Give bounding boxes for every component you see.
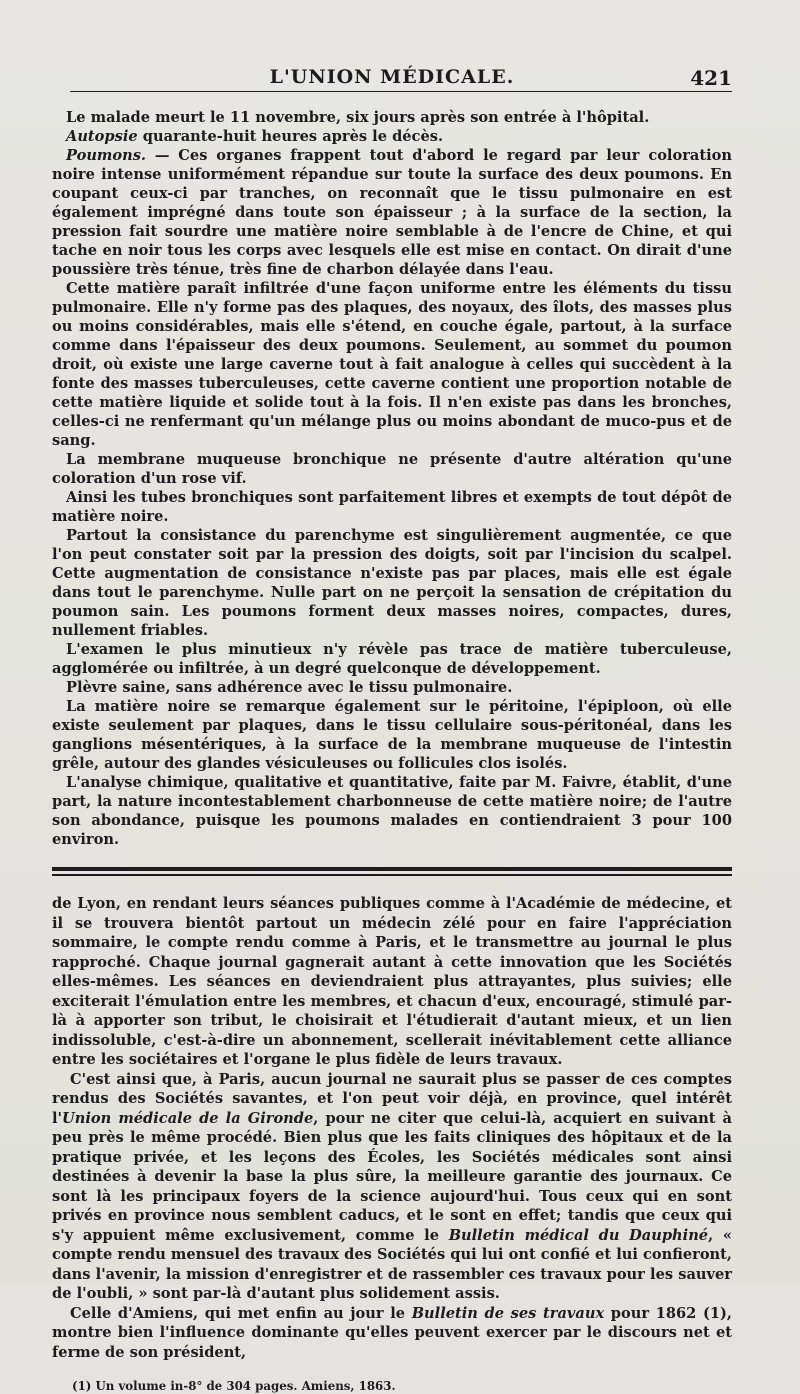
paragraph: Partout la consistance du parenchyme est singulièrement augmentée, ce que l'on peut constater soit par la pression des doigts, soit par l'incision du scalpel. Cette augmentation de consistance n'existe pas par places, mais elle est égale dans tout le parenchyme. Nulle part on ne perçoit la sensation de crépitation du poumon sain. Les poumons forment deux masses noires, compactes, dures, nullement friables. <box>52 527 732 639</box>
footnote-rule <box>52 1374 172 1375</box>
paragraph <box>52 1304 732 1363</box>
paragraph <box>52 146 732 279</box>
paragraph: L'analyse chimique, qualitative et quantitative, faite par M. Faivre, établit, d'une part, la nature incontestablement charbonneuse de cette matière noire; de l'autre son abondance, puisque les poumons malades en contiendraient 3 pour 100 environ. <box>52 774 732 848</box>
paragraph-text: , pour ne citer que celui-là, acquiert en suivant à peu près le même procédé. Bien plus que les faits cliniques des hôpitaux et de la pratique privée, et les leçons des Écoles, les Sociétés médicales sont ainsi destinées à devenir la base la plus sûre, la meilleure garantie des journaux. Ce sont là les principaux foyers de la science aujourd'hui. Tous ceux qui en sont privés en province nous semblent caducs, et le sont en effet; tandis que ceux qui s'y appuient même exclusivement, comme le <box>52 1109 732 1244</box>
feuilleton-body <box>52 894 732 1362</box>
header-rule <box>70 91 732 92</box>
paragraph <box>52 127 732 146</box>
paragraph-text: , « compte rendu mensuel des travaux des Sociétés qui lui ont confié et lui confieront, dans l'avenir, la mission d'enregistrer et de rassembler ces travaux pour les sauver de l'oubli, » sont par-là d'autant plus solidement assis. <box>52 1226 732 1302</box>
paragraph: La membrane muqueuse bronchique ne présente d'autre altération qu'une coloration d'un rose vif. <box>52 451 732 487</box>
paragraph-text: pour 1862 (1), montre bien l'influence dominante qu'elles peuvent exercer par le discours net et ferme de son président, <box>52 1304 732 1361</box>
paragraph-text: C'est ainsi que, à Paris, aucun journal ne saurait plus se passer de ces comptes rendus des Sociétés savantes, et l'on peut voir déjà, en province, quel intérêt l' <box>52 1070 732 1127</box>
page-header <box>52 58 732 92</box>
paragraph-text: quarante-huit heures après le décès. <box>137 128 444 145</box>
autopsy-label: Autopsie <box>66 128 138 145</box>
paragraph: Le malade meurt le 11 novembre, six jours après son entrée à l'hôpital. <box>66 109 650 126</box>
paragraph-text: — Ces organes frappent tout d'abord le regard par leur coloration noire intense uniformément répandue sur toute la surface des deux poumons. En coupant ceux-ci par tranches, on reconnaît que le tissu pulmonaire en est également imprégné dans toute son épaisseur ; à la surface de la section, la pression fait sourdre une matière noire semblable à de l'encre de Chine, et qui tache en noir tous les corps avec lesquels elle est mise en contact. On dirait d'une poussière très ténue, très fine de charbon délayée dans l'eau. <box>52 147 732 278</box>
footnote: (1) Un volume in-8° de 304 pages. Amiens, 1863. <box>72 1379 396 1393</box>
paragraph <box>52 1070 732 1304</box>
paragraph: Ainsi les tubes bronchiques sont parfaitement libres et exempts de tout dépôt de matière noire. <box>52 489 732 525</box>
paragraph: Cette matière paraît infiltrée d'une façon uniforme entre les éléments du tissu pulmonaire. Elle n'y forme pas des plaques, des noyaux, des îlots, des masses plus ou moins considérables, mais elle s'étend, en couche égale, partout, à la surface comme dans l'épaisseur des deux poumons. Seulement, au sommet du poumon droit, où existe une large caverne tout à fait analogue à celles qui succèdent à la fonte des masses tuberculeuses, cette caverne contient une proportion notable de cette matière liquide et solide tout à la fois. Il n'en existe pas dans les bronches, celles-ci ne renfermant qu'un mélange plus ou moins abondant de muco-pus et de sang. <box>52 280 732 449</box>
article-body <box>52 108 732 849</box>
journal-title: Union médicale de la Gironde <box>62 1109 314 1127</box>
lungs-label: Poumons. <box>66 147 147 164</box>
page-number: 421 <box>690 66 732 90</box>
running-title: L'UNION MÉDICALE. <box>269 66 515 88</box>
paragraph: L'examen le plus minutieux n'y révèle pas trace de matière tuberculeuse, agglomérée ou infiltrée, à un degré quelconque de développement. <box>52 641 732 677</box>
journal-title: Bulletin médical du Dauphiné <box>448 1226 709 1244</box>
section-separator <box>52 867 732 876</box>
paragraph: de Lyon, en rendant leurs séances publiques comme à l'Académie de médecine, et il se trouvera bientôt partout un médecin zélé pour en faire l'appréciation sommaire, le compte rendu comme à Paris, et le transmettre au journal le plus rapproché. Chaque journal gagnerait autant à cette innovation que les Sociétés elles-mêmes. Les séances en deviendraient plus attrayantes, plus suivies; elle exciterait l'émulation entre les membres, et chacun d'eux, encouragé, stimulé par-là à apporter son tribut, le choisirait et l'étudierait d'autant mieux, et un lien indissoluble, c'est-à-dire un abonnement, scellerait inévitablement cette alliance entre les sociétaires et l'organe le plus fidèle de leurs travaux. <box>52 895 732 1068</box>
bulletin-title: Bulletin de ses travaux <box>411 1304 605 1322</box>
paragraph: La matière noire se remarque également sur le péritoine, l'épiploon, où elle existe seulement par plaques, dans le tissu cellulaire sous-péritonéal, dans les ganglions mésentériques, à la surface de la membrane muqueuse de l'intestin grêle, autour des glandes vésiculeuses ou follicules clos isolés. <box>52 698 732 772</box>
paragraph-text: Celle d'Amiens, qui met enfin au jour le <box>70 1304 412 1322</box>
paragraph: Plèvre saine, sans adhérence avec le tissu pulmonaire. <box>66 679 513 696</box>
